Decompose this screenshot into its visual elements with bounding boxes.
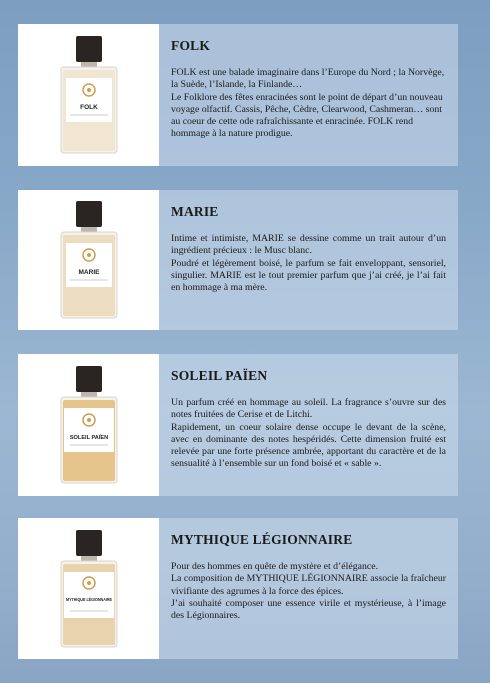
perfume-title: MARIE [171,204,219,219]
perfume-card-marie [18,190,458,330]
product-image-folk[interactable] [18,24,159,166]
perfume-description: Pour des hommes en quête de mystère et d’élégance. La composition de MYTHIQUE LÉGIONNAIRE associe la fraîcheur vivifiante des agrumes à la force des épices. J’ai souhaité composer une essence virile et mystérieuse, à l’image des Légionnaires. [171,561,446,622]
perfume-bottle-icon [54,199,124,321]
perfume-card-mythique-legionnaire [18,518,458,659]
card-text [159,24,458,166]
perfume-title: MYTHIQUE LÉGIONNAIRE [171,532,353,547]
perfume-bottle-icon [54,364,124,486]
perfume-card-soleil-paien [18,354,458,496]
svg-text:FOLK: FOLK [79,104,98,111]
svg-text:MYTHIQUE LÉGIONNAIRE: MYTHIQUE LÉGIONNAIRE [65,596,123,602]
perfume-description: FOLK est une balade imaginaire dans l’Europe du Nord ; la Norvège, la Suède, l’Islande, la Finlande… Le Folklore des fêtes enracinées sont le point de départ d’un nouveau voyage olfactif. Cassis, Pêche, Cèdre, Clearwood, Cashmeran… sont au coeur de cette ode rafraîchissante et enracinée. FOLK rend hommage à la nature prodigue. [171,67,445,140]
perfume-description: Intime et intimiste, MARIE se dessine comme un trait autour d’un ingrédient précieux : le Musc blanc. Poudré et légèrement boisé, le parfum se fait enveloppant, sensoriel, singulier. MARIE est le tout premier parfum que j’ai créé, je l’ai fait en hommage à ma mère. [171,233,446,294]
svg-text:MARIE: MARIE [78,269,99,276]
product-image-marie[interactable] [18,190,159,330]
perfume-bottle-icon [54,34,124,156]
card-text [159,354,458,496]
svg-text:SOLEIL PAÏEN: SOLEIL PAÏEN [69,435,108,441]
perfume-description: Un parfum créé en hommage au soleil. La fragrance s’ouvre sur des notes fruitées de Cerise et de Litchi. Rapidement, un coeur solaire dense occupe le devant de la scène, avec en dominante des notes hespéridés. Cette dimension fruité est relevée par une forte présence ambrée, apportant du caractère et de la sensualité à l’ensemble sur un fond boisé et « sable ». [171,397,446,470]
product-image-mythique-legionnaire[interactable] [18,518,159,659]
perfume-bottle-icon [54,528,124,650]
perfume-card-folk [18,24,458,166]
perfume-title: FOLK [171,38,211,53]
card-text [159,518,458,659]
product-image-soleil-paien[interactable] [18,354,159,496]
perfume-title: SOLEIL PAÏEN [171,368,268,383]
card-text [159,190,458,330]
